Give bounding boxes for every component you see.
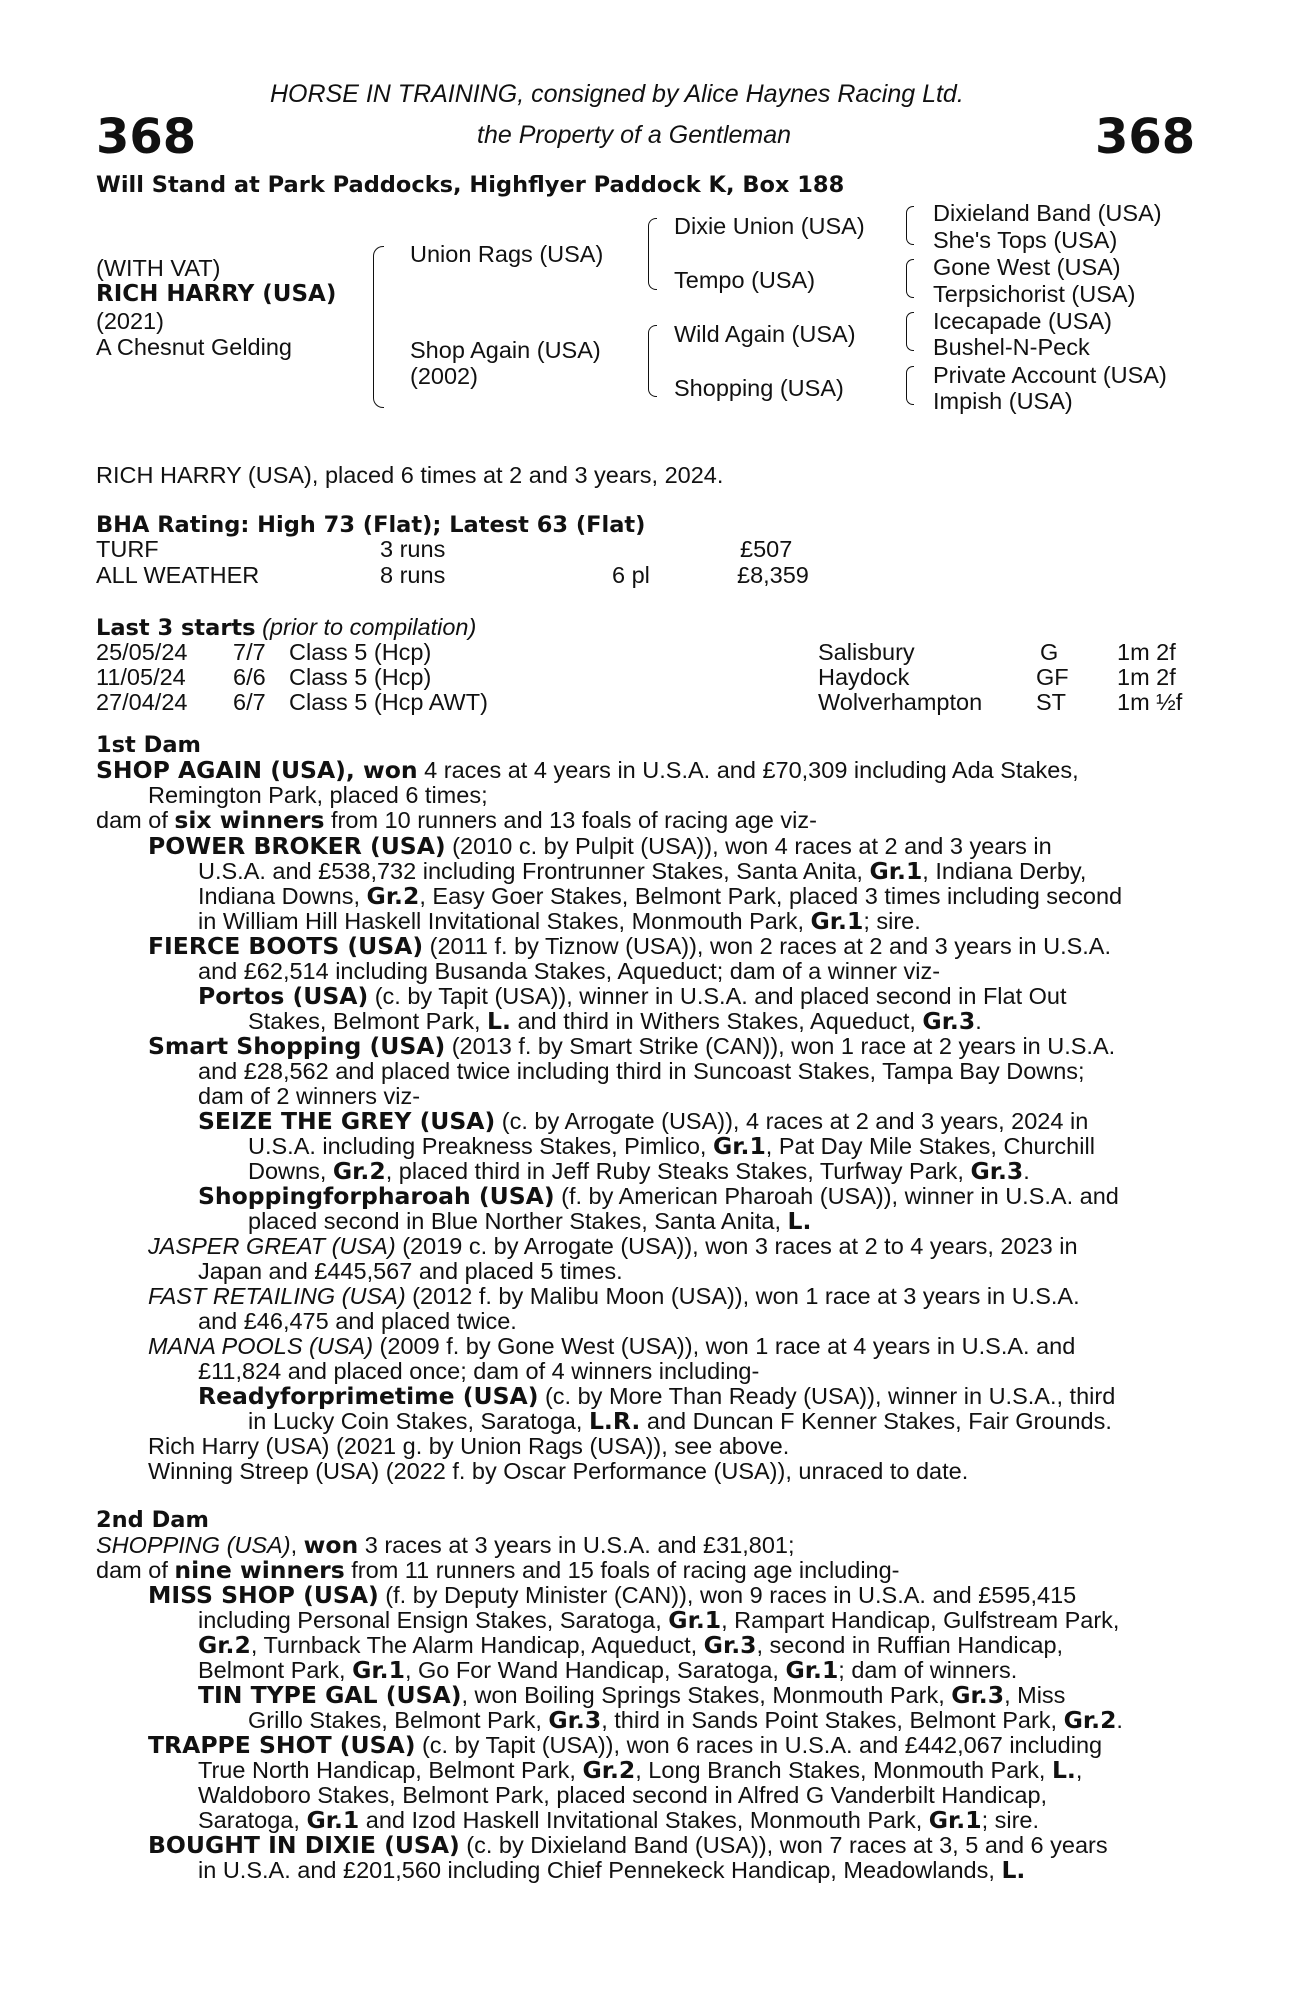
rating-surface: TURF [96, 536, 159, 562]
produce-entry: Waldoboro Stakes, Belmont Park, placed second in Alfred G Vanderbilt Handicap, [198, 1782, 1048, 1808]
produce-entry: Stakes, Belmont Park, L. and third in Withers Stakes, Aqueduct, Gr.3. [248, 1007, 982, 1035]
first-dam-line: dam of six winners from 10 runners and 13 foals of racing age viz- [96, 806, 817, 834]
lot-number-right: 368 [1095, 109, 1196, 165]
start-position: 6/7 [233, 689, 266, 715]
ss-brace [906, 206, 914, 245]
start-race: Class 5 (Hcp AWT) [289, 689, 488, 715]
last-starts-heading: Last 3 starts (prior to compilation) [96, 614, 477, 641]
bha-rating: BHA Rating: High 73 (Flat); Latest 63 (Flat) [96, 512, 646, 538]
pedigree-ddd: Impish (USA) [933, 388, 1073, 414]
produce-entry: Portos (USA) (c. by Tapit (USA)), winner in U.S.A. and placed second in Flat Out [198, 982, 1067, 1010]
start-position: 6/6 [233, 664, 266, 690]
rating-placed: 6 pl [612, 562, 650, 588]
produce-entry: MANA POOLS (USA) (2009 f. by Gone West (USA)), won 1 race at 4 years in U.S.A. and [148, 1333, 1076, 1359]
first-dam-heading: 1st Dam [96, 732, 201, 758]
produce-entry: including Personal Ensign Stakes, Saratoga, Gr.1, Rampart Handicap, Gulfstream Park, [198, 1606, 1120, 1634]
pedigree-sds: Gone West (USA) [933, 254, 1121, 280]
start-going: GF [1036, 664, 1069, 690]
produce-entry: Smart Shopping (USA) (2013 f. by Smart Strike (CAN)), won 1 race at 2 years in U.S.A. [148, 1032, 1116, 1060]
sire-parents-brace [648, 218, 657, 290]
produce-entry: in William Hill Haskell Invitational Stakes, Monmouth Park, Gr.1; sire. [198, 907, 921, 935]
consignment-line: HORSE IN TRAINING, consigned by Alice Haynes Racing Ltd. [270, 80, 964, 108]
pedigree-dsd: Bushel-N-Peck [933, 334, 1090, 360]
start-distance: 1m ½f [1117, 689, 1183, 715]
pedigree-dss: Icecapade (USA) [933, 308, 1112, 334]
pedigree-dam: Shop Again (USA) [410, 337, 601, 363]
produce-entry: Belmont Park, Gr.1, Go For Wand Handicap, Saratoga, Gr.1; dam of winners. [198, 1656, 1018, 1684]
horse-year: (2021) [96, 308, 164, 334]
produce-entry: in Lucky Coin Stakes, Saratoga, L.R. and Duncan F Kenner Stakes, Fair Grounds. [248, 1407, 1112, 1435]
dd-brace [906, 366, 914, 405]
rating-earnings: £8,359 [737, 562, 809, 588]
second-dam-line: dam of nine winners from 11 runners and 15 foals of racing age including- [96, 1556, 900, 1584]
first-dam-line: SHOP AGAIN (USA), won 4 races at 4 years in U.S.A. and £70,309 including Ada Stakes, [96, 756, 1079, 784]
produce-entry: Shoppingforpharoah (USA) (f. by American Pharoah (USA)), winner in U.S.A. and [198, 1182, 1119, 1210]
property-line: the Property of a Gentleman [477, 121, 792, 149]
produce-entry: U.S.A. including Preakness Stakes, Pimlico, Gr.1, Pat Day Mile Stakes, Churchill [248, 1132, 1095, 1160]
produce-entry: U.S.A. and £538,732 including Frontrunner Stakes, Santa Anita, Gr.1, Indiana Derby, [198, 857, 1087, 885]
start-date: 25/05/24 [96, 639, 188, 665]
produce-entry: Gr.2, Turnback The Alarm Handicap, Aqueduct, Gr.3, second in Ruffian Handicap, [198, 1631, 1064, 1659]
pedigree-sire: Union Rags (USA) [410, 241, 604, 267]
produce-entry: £11,824 and placed once; dam of 4 winners including- [198, 1358, 760, 1384]
produce-entry: FIERCE BOOTS (USA) (2011 f. by Tiznow (USA)), won 2 races at 2 and 3 years in U.S.A. [148, 932, 1112, 960]
produce-entry: Indiana Downs, Gr.2, Easy Goer Stakes, Belmont Park, placed 3 times including second [198, 882, 1123, 910]
produce-entry: True North Handicap, Belmont Park, Gr.2, Long Branch Stakes, Monmouth Park, L., [198, 1756, 1083, 1784]
produce-entry: TIN TYPE GAL (USA), won Boiling Springs Stakes, Monmouth Park, Gr.3, Miss [198, 1681, 1066, 1709]
start-date: 27/04/24 [96, 689, 188, 715]
start-course: Haydock [818, 664, 910, 690]
produce-entry: TRAPPE SHOT (USA) (c. by Tapit (USA)), won 6 races in U.S.A. and £442,067 including [148, 1731, 1103, 1759]
horse-name: RICH HARRY (USA) [96, 281, 337, 307]
start-race: Class 5 (Hcp) [289, 664, 432, 690]
pedigree-dds: Private Account (USA) [933, 362, 1167, 388]
produce-entry: JASPER GREAT (USA) (2019 c. by Arrogate (USA)), won 3 races at 2 to 4 years, 2023 in [148, 1233, 1078, 1259]
start-going: ST [1036, 689, 1067, 715]
produce-entry: BOUGHT IN DIXIE (USA) (c. by Dixieland Band (USA)), won 7 races at 3, 5 and 6 years [148, 1831, 1108, 1859]
pedigree-ds: Wild Again (USA) [674, 321, 856, 347]
vat-label: (WITH VAT) [96, 255, 221, 281]
ds-brace [906, 312, 914, 351]
start-position: 7/7 [233, 639, 266, 665]
start-course: Salisbury [818, 639, 915, 665]
dam-parents-brace [648, 325, 657, 397]
sd-brace [906, 259, 914, 298]
sire-dam-brace [373, 246, 384, 408]
produce-entry: Japan and £445,567 and placed 5 times. [198, 1258, 623, 1284]
produce-entry: and £28,562 and placed twice including third in Suncoast Stakes, Tampa Bay Downs; [198, 1058, 1085, 1084]
produce-entry: Downs, Gr.2, placed third in Jeff Ruby Steaks Stakes, Turfway Park, Gr.3. [248, 1157, 1030, 1185]
start-race: Class 5 (Hcp) [289, 639, 432, 665]
produce-entry: and £62,514 including Busanda Stakes, Aqueduct; dam of a winner viz- [198, 958, 941, 984]
first-dam-line: Remington Park, placed 6 times; [148, 782, 488, 808]
pedigree-sdd: Terpsichorist (USA) [933, 281, 1136, 307]
produce-entry: Grillo Stakes, Belmont Park, Gr.3, third in Sands Point Stakes, Belmont Park, Gr.2. [248, 1706, 1123, 1734]
produce-entry: Winning Streep (USA) (2022 f. by Oscar Performance (USA)), unraced to date. [148, 1458, 969, 1484]
lot-number-left: 368 [96, 109, 197, 165]
produce-entry: dam of 2 winners viz- [198, 1083, 421, 1109]
second-dam-line: SHOPPING (USA), won 3 races at 3 years in U.S.A. and £31,801; [96, 1531, 795, 1559]
produce-entry: POWER BROKER (USA) (2010 c. by Pulpit (USA)), won 4 races at 2 and 3 years in [148, 832, 1052, 860]
produce-entry: placed second in Blue Norther Stakes, Santa Anita, L. [248, 1207, 812, 1235]
produce-entry: FAST RETAILING (USA) (2012 f. by Malibu Moon (USA)), won 1 race at 3 years in U.S.A. [148, 1283, 1080, 1309]
rating-runs: 8 runs [380, 562, 446, 588]
rating-runs: 3 runs [380, 536, 446, 562]
produce-entry: MISS SHOP (USA) (f. by Deputy Minister (CAN)), won 9 races in U.S.A. and £595,415 [148, 1581, 1077, 1609]
pedigree-ssd: She's Tops (USA) [933, 227, 1118, 253]
produce-entry: and £46,475 and placed twice. [198, 1308, 517, 1334]
pedigree-sd: Tempo (USA) [674, 267, 816, 293]
horse-description: A Chesnut Gelding [96, 334, 292, 360]
produce-entry: SEIZE THE GREY (USA) (c. by Arrogate (USA)), 4 races at 2 and 3 years, 2024 in [198, 1107, 1089, 1135]
start-going: G [1040, 639, 1059, 665]
start-date: 11/05/24 [96, 664, 186, 690]
produce-entry: Readyforprimetime (USA) (c. by More Than Ready (USA)), winner in U.S.A., third [198, 1382, 1116, 1410]
stabling-line: Will Stand at Park Paddocks, Highflyer Paddock K, Box 188 [96, 172, 845, 198]
start-course: Wolverhampton [818, 689, 983, 715]
rating-earnings: £507 [740, 536, 793, 562]
pedigree-ss: Dixie Union (USA) [674, 213, 865, 239]
second-dam-heading: 2nd Dam [96, 1507, 209, 1533]
produce-entry: in U.S.A. and £201,560 including Chief Pennekeck Handicap, Meadowlands, L. [198, 1856, 1026, 1884]
race-summary: RICH HARRY (USA), placed 6 times at 2 and 3 years, 2024. [96, 462, 724, 488]
pedigree-dam-year: (2002) [410, 363, 478, 389]
start-distance: 1m 2f [1117, 639, 1176, 665]
produce-entry: Saratoga, Gr.1 and Izod Haskell Invitational Stakes, Monmouth Park, Gr.1; sire. [198, 1806, 1040, 1834]
rating-surface: ALL WEATHER [96, 562, 260, 588]
start-distance: 1m 2f [1117, 664, 1176, 690]
produce-entry: Rich Harry (USA) (2021 g. by Union Rags (USA)), see above. [148, 1433, 790, 1459]
pedigree-dd: Shopping (USA) [674, 375, 844, 401]
pedigree-sss: Dixieland Band (USA) [933, 200, 1162, 226]
